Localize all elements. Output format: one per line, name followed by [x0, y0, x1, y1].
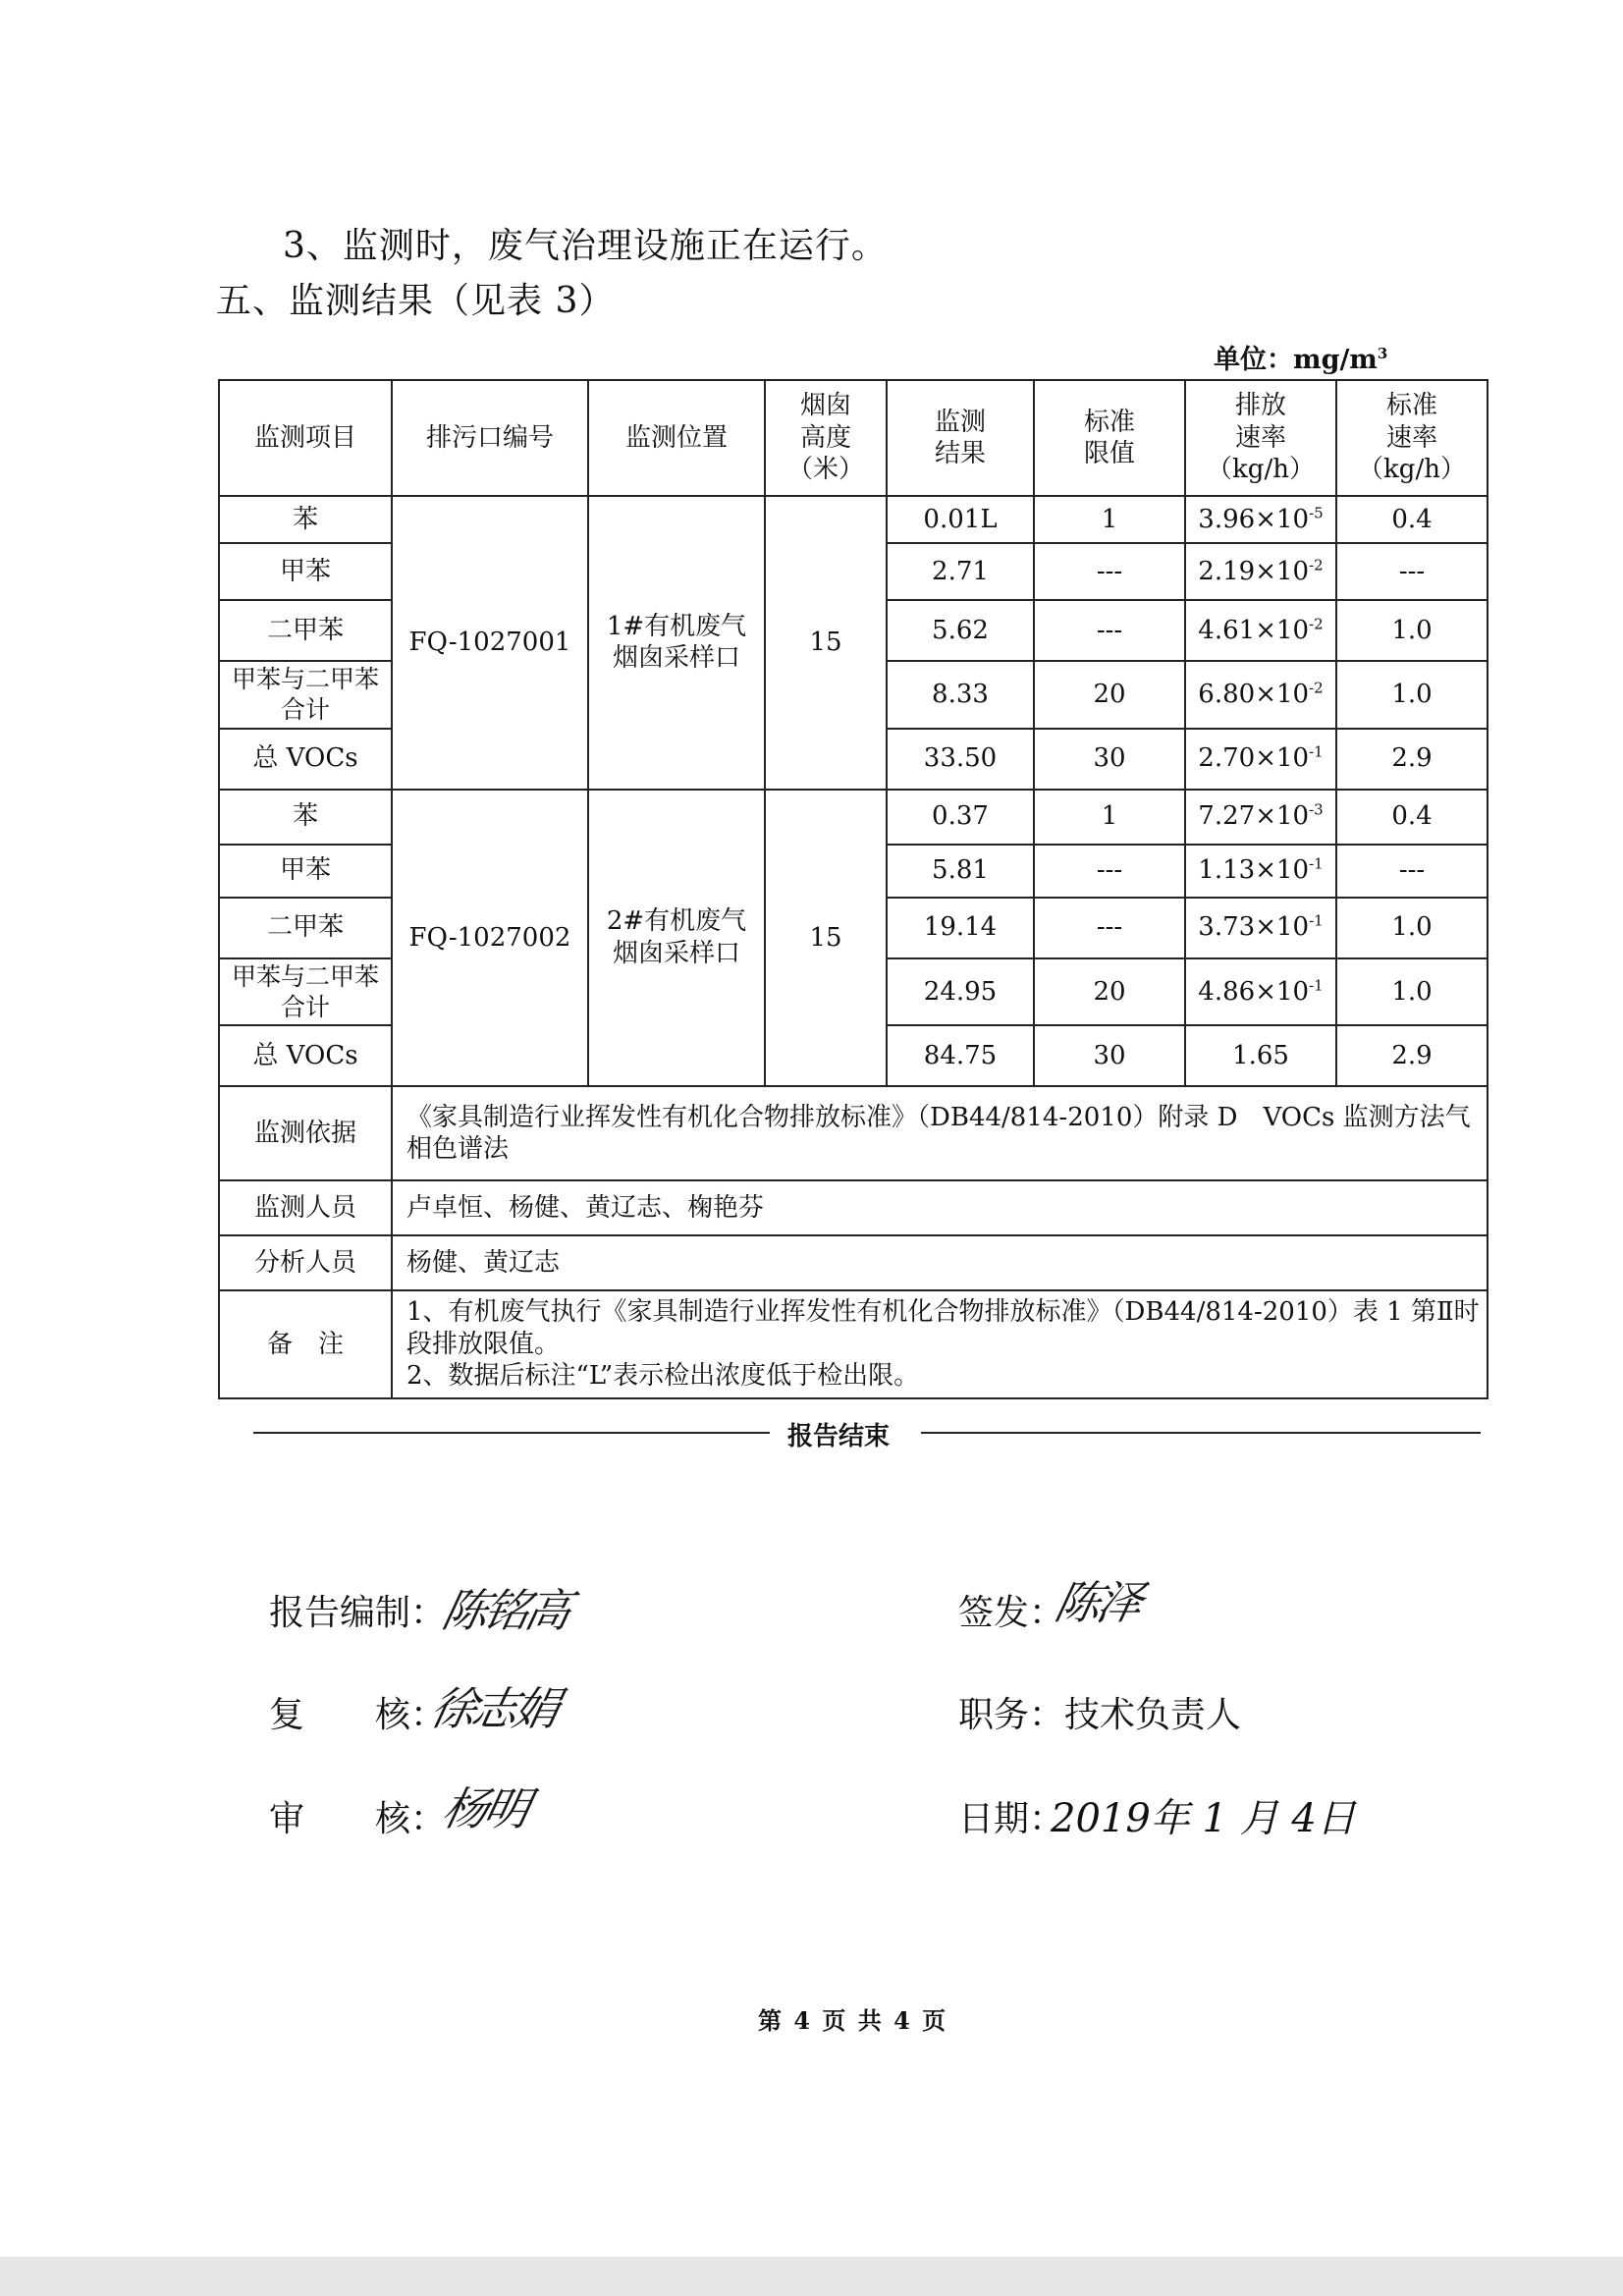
cell-location: 1#有机废气 烟囱采样口: [588, 496, 765, 790]
cell-std-rate: 1.0: [1336, 898, 1488, 958]
header-limit: 标准 限值: [1034, 380, 1185, 496]
cell-rate: $7.27\times 10^{-3}$: [1185, 790, 1336, 845]
compiled-by-signature: 陈铭高: [437, 1584, 573, 1637]
cell-limit: ---: [1034, 543, 1185, 600]
compiled-by-label: 报告编制：: [269, 1593, 447, 1633]
cell-std-rate: 0.4: [1336, 790, 1488, 845]
cell-limit: ---: [1034, 845, 1185, 898]
staff-label: 监测人员: [219, 1180, 392, 1235]
header-standard-rate: 标准 速率 （kg/h）: [1336, 380, 1488, 496]
auditor-signature: 杨明: [437, 1782, 532, 1835]
cell-result: 0.37: [887, 790, 1034, 845]
cell-item: 甲苯与二甲苯合计: [219, 958, 392, 1026]
cell-result: 8.33: [887, 661, 1034, 729]
header-emission-rate: 排放 速率 （kg/h）: [1185, 380, 1336, 496]
cell-location: 2#有机废气 烟囱采样口: [588, 790, 765, 1087]
unit-label: 单位：$mg/m^3$: [1214, 345, 1388, 375]
cell-limit: 1: [1034, 496, 1185, 543]
cell-limit: 30: [1034, 729, 1185, 790]
cell-rate: $3.96\times 10^{-5}$: [1185, 496, 1336, 543]
cell-std-rate: 1.0: [1336, 958, 1488, 1026]
monitoring-results-table: [218, 379, 1488, 1399]
remarks-text: [392, 1290, 1488, 1398]
analyst-text: 杨健、黄辽志: [392, 1235, 1488, 1290]
cell-item: 甲苯: [219, 845, 392, 898]
cell-result: 19.14: [887, 898, 1034, 958]
cell-result: 0.01L: [887, 496, 1034, 543]
header-item: 监测项目: [219, 380, 392, 496]
staff-text: 卢卓恒、杨健、黄辽志、椈艳芬: [392, 1180, 1488, 1235]
cell-limit: 30: [1034, 1025, 1185, 1086]
reviewer-signature: 徐志娟: [425, 1682, 562, 1735]
cell-rate: $2.19\times 10^{-2}$: [1185, 543, 1336, 600]
section-heading-results: 五、监测结果（见表 3）: [216, 281, 616, 321]
issuer-signature: 陈泽: [1050, 1576, 1145, 1629]
remarks-row: [219, 1290, 1488, 1398]
basis-label: 监测依据: [219, 1086, 392, 1180]
date-handwritten: 2019年 1 月 4日: [1051, 1796, 1356, 1841]
reviewer-label: 复 核：: [269, 1695, 447, 1735]
header-location: 监测位置: [588, 380, 765, 496]
cell-item: 苯: [219, 496, 392, 543]
cell-std-rate: 1.0: [1336, 600, 1488, 661]
date-label: 日期：: [958, 1799, 1065, 1839]
header-chimney-height: 烟囱 高度 （米）: [765, 380, 887, 496]
cell-item: 甲苯与二甲苯合计: [219, 661, 392, 729]
table-row: [219, 496, 1488, 543]
cell-std-rate: 1.0: [1336, 661, 1488, 729]
cell-result: 33.50: [887, 729, 1034, 790]
cell-limit: 1: [1034, 790, 1185, 845]
cell-result: 84.75: [887, 1025, 1034, 1086]
cell-result: 5.62: [887, 600, 1034, 661]
cell-item: 总 VOCs: [219, 729, 392, 790]
cell-rate: $1.13\times 10^{-1}$: [1185, 845, 1336, 898]
staff-row: [219, 1180, 1488, 1235]
cell-rate: $2.70\times 10^{-1}$: [1185, 729, 1336, 790]
table-header-row: [219, 380, 1488, 496]
cell-rate: $4.61\times 10^{-2}$: [1185, 600, 1336, 661]
cell-limit: 20: [1034, 661, 1185, 729]
remark-1: 1、有机废气执行《家具制造行业挥发性有机化合物排放标准》（DB44/814-2010）表 1 第Ⅱ时段排放限值。: [406, 1297, 1480, 1359]
cell-std-rate: ---: [1336, 845, 1488, 898]
cell-limit: 20: [1034, 958, 1185, 1026]
cell-rate: $3.73\times 10^{-1}$: [1185, 898, 1336, 958]
scan-bottom-band: [0, 2257, 1623, 2296]
analyst-row: [219, 1235, 1488, 1290]
cell-limit: ---: [1034, 600, 1185, 661]
analyst-label: 分析人员: [219, 1235, 392, 1290]
cell-item: 总 VOCs: [219, 1025, 392, 1086]
position-label: 职务：技术负责人: [958, 1695, 1242, 1735]
auditor-label: 审 核：: [269, 1799, 447, 1839]
end-rule-right: [921, 1432, 1481, 1434]
basis-text: 《家具制造行业挥发性有机化合物排放标准》（DB44/814-2010）附录 D VOCs 监测方法气相色谱法: [392, 1086, 1488, 1180]
cell-std-rate: 2.9: [1336, 729, 1488, 790]
issuer-label: 签发：: [958, 1593, 1065, 1633]
cell-std-rate: 0.4: [1336, 496, 1488, 543]
cell-item: 二甲苯: [219, 600, 392, 661]
report-end-label: 报告结束: [787, 1422, 891, 1451]
basis-row: [219, 1086, 1488, 1180]
cell-height: 15: [765, 496, 887, 790]
cell-result: 5.81: [887, 845, 1034, 898]
end-rule-left: [253, 1432, 770, 1434]
cell-rate: $6.80\times 10^{-2}$: [1185, 661, 1336, 729]
cell-std-rate: ---: [1336, 543, 1488, 600]
cell-item: 甲苯: [219, 543, 392, 600]
cell-result: 24.95: [887, 958, 1034, 1026]
remark-2: 2、数据后标注“L”表示检出浓度低于检出限。: [406, 1361, 920, 1392]
header-outlet: 排污口编号: [392, 380, 588, 496]
cell-item: 二甲苯: [219, 898, 392, 958]
cell-std-rate: 2.9: [1336, 1025, 1488, 1086]
cell-rate: 1.65: [1185, 1025, 1336, 1086]
cell-result: 2.71: [887, 543, 1034, 600]
table-row: [219, 790, 1488, 845]
cell-height: 15: [765, 790, 887, 1087]
cell-limit: ---: [1034, 898, 1185, 958]
cell-rate: $4.86\times 10^{-1}$: [1185, 958, 1336, 1026]
cell-outlet: FQ-1027002: [392, 790, 588, 1087]
header-result: 监测 结果: [887, 380, 1034, 496]
cell-item: 苯: [219, 790, 392, 845]
monitoring-note-3: 3、监测时，废气治理设施正在运行。: [283, 226, 888, 266]
remarks-label: 备 注: [219, 1290, 392, 1398]
cell-outlet: FQ-1027001: [392, 496, 588, 790]
page-footer: 第 4 页 共 4 页: [758, 2006, 948, 2035]
